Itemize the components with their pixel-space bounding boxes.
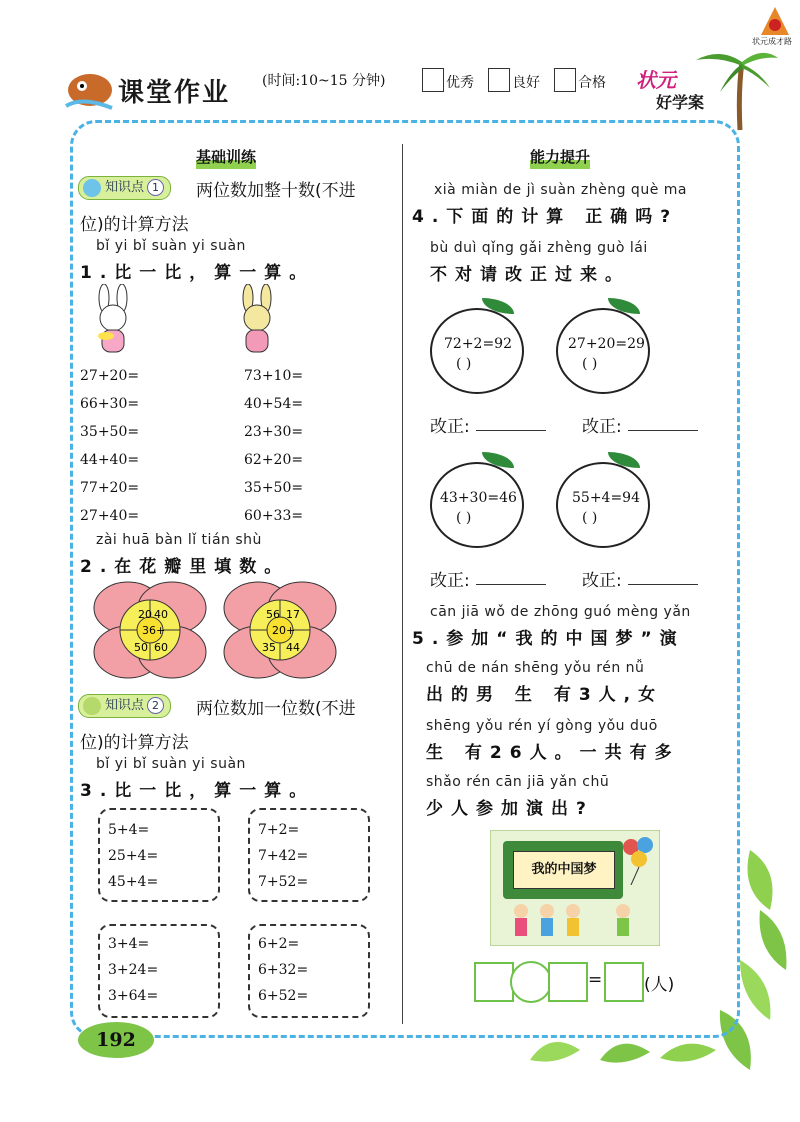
q1-expr: 66+30= <box>80 396 140 412</box>
q3-expr: 45+4= <box>108 874 159 890</box>
rating-label-pass: 合格 <box>578 75 606 91</box>
unit-label: (人) <box>644 975 675 995</box>
q4-pinyin: bù duì qǐng gǎi zhèng guò lái <box>430 240 648 256</box>
flower-2-petal: 56 <box>266 608 280 621</box>
q3-text: 3.比一比，算一算。 <box>80 781 315 801</box>
apple-judge-blank[interactable]: ( ) <box>456 356 472 372</box>
balloons-icon <box>621 835 657 885</box>
flower-2-petal: 35 <box>262 641 276 654</box>
page-number: 192 <box>78 1022 154 1058</box>
kp2-title: 两位数加一位数(不进 <box>196 699 356 719</box>
q3-expr: 6+52= <box>258 988 309 1004</box>
flowers-figure <box>90 580 350 680</box>
q1-expr: 27+20= <box>80 368 140 384</box>
q5-pinyin: chū de nán shēng yǒu rén nǚ <box>426 660 645 676</box>
apple-judge-blank[interactable]: ( ) <box>582 356 598 372</box>
q3-expr: 5+4= <box>108 822 150 838</box>
rabbit-icon <box>90 284 136 358</box>
q3-expr: 7+2= <box>258 822 300 838</box>
kp1-title-cont: 位)的计算方法 <box>80 215 189 235</box>
logo-text: 状元成才路 <box>752 37 792 46</box>
q1-expr: 73+10= <box>244 368 304 384</box>
q1-expr: 62+20= <box>244 452 304 468</box>
expr-box <box>248 924 370 1018</box>
q5-pinyin: cān jiā wǒ de zhōng guó mèng yǎn <box>430 604 691 620</box>
page-title: 课堂作业 <box>118 78 231 108</box>
q3-expr: 7+52= <box>258 874 309 890</box>
q1-expr: 40+54= <box>244 396 304 412</box>
apple-expr: 27+20=29 <box>568 336 645 352</box>
correction-blank[interactable] <box>476 584 546 585</box>
q1-expr: 60+33= <box>244 508 304 524</box>
rating-label-excellent: 优秀 <box>446 75 474 91</box>
kp2-title-cont: 位)的计算方法 <box>80 733 189 753</box>
mascot-icon <box>62 66 116 112</box>
palm-tree-icon <box>690 42 780 132</box>
bear-icon <box>83 179 101 197</box>
column-divider <box>402 144 403 1024</box>
flower-1-petal: 60 <box>154 641 168 654</box>
answer-box[interactable] <box>474 962 514 1002</box>
kp-number: 2 <box>147 697 164 714</box>
flower-2-petal: 17 <box>286 608 300 621</box>
flower-1-center: 36+ <box>142 624 166 637</box>
equals-sign: = <box>588 970 603 990</box>
q3-pinyin: bǐ yi bǐ suàn yi suàn <box>96 756 246 772</box>
operator-circle[interactable] <box>510 961 552 1003</box>
q1-expr: 27+40= <box>80 508 140 524</box>
kp-label: 知识点 <box>105 180 145 195</box>
correction-blank[interactable] <box>628 430 698 431</box>
q3-expr: 25+4= <box>108 848 159 864</box>
logo-icon <box>760 6 790 36</box>
rating-checkbox-pass[interactable] <box>554 68 576 92</box>
q3-expr: 6+2= <box>258 936 300 952</box>
q4-pinyin: xià miàn de jì suàn zhèng què ma <box>434 182 687 198</box>
expr-box <box>248 808 370 902</box>
apple <box>556 462 650 548</box>
q1-text: 1.比一比，算一算。 <box>80 263 315 283</box>
q1-expr: 23+30= <box>244 424 304 440</box>
q1-expr: 35+50= <box>80 424 140 440</box>
expr-box <box>98 924 220 1018</box>
knowledge-point-badge-1 <box>78 176 171 200</box>
stage-banner: 我的中国梦 <box>513 851 615 889</box>
section-title-basic: 基础训练 <box>196 146 256 169</box>
brand-title: 状元 <box>636 68 676 92</box>
q3-expr: 7+42= <box>258 848 309 864</box>
rating-checkbox-excellent[interactable] <box>422 68 444 92</box>
q5-text: 生 有26人。一共有多 <box>426 743 680 763</box>
expr-box <box>98 808 220 902</box>
q1-expr: 35+50= <box>244 480 304 496</box>
flower-1-petal: 40 <box>154 608 168 621</box>
kp-number: 1 <box>147 179 164 196</box>
answer-box[interactable] <box>548 962 588 1002</box>
time-label: (时间:10~15 分钟) <box>262 73 386 89</box>
q5-text: 少人参加演出? <box>426 799 594 819</box>
flower-1-petal: 20 <box>138 608 152 621</box>
result-box[interactable] <box>604 962 644 1002</box>
apple-judge-blank[interactable]: ( ) <box>582 510 598 526</box>
correction-label: 改正: <box>430 417 470 437</box>
knowledge-point-badge-2 <box>78 694 171 718</box>
q4-text: 4.下面的计算 正确吗? <box>412 207 679 227</box>
section-title-advanced: 能力提升 <box>530 146 590 169</box>
correction-blank[interactable] <box>628 584 698 585</box>
rating-checkbox-good[interactable] <box>488 68 510 92</box>
q4-text: 不对请改正过来。 <box>430 265 630 285</box>
correction-blank[interactable] <box>476 430 546 431</box>
apple-judge-blank[interactable]: ( ) <box>456 510 472 526</box>
correction-label: 改正: <box>582 571 622 591</box>
rating-label-good: 良好 <box>512 75 540 91</box>
q3-expr: 3+4= <box>108 936 150 952</box>
q2-text: 2.在花瓣里填数。 <box>80 557 290 577</box>
q3-expr: 3+24= <box>108 962 159 978</box>
q1-pinyin: bǐ yi bǐ suàn yi suàn <box>96 238 246 254</box>
q1-expr: 77+20= <box>80 480 140 496</box>
stage-illustration <box>490 830 660 946</box>
flower-2-petal: 44 <box>286 641 300 654</box>
correction-label: 改正: <box>582 417 622 437</box>
q3-expr: 6+32= <box>258 962 309 978</box>
q5-pinyin: shǎo rén cān jiā yǎn chū <box>426 774 610 790</box>
apple <box>430 308 524 394</box>
q3-expr: 3+64= <box>108 988 159 1004</box>
apple <box>430 462 524 548</box>
apple-expr: 43+30=46 <box>440 490 517 506</box>
rabbit-icon <box>234 284 280 358</box>
apple <box>556 308 650 394</box>
q5-pinyin: shēng yǒu rén yí gòng yǒu duō <box>426 718 658 734</box>
q5-text: 出的男 生 有3人,女 <box>426 685 664 705</box>
q2-pinyin: zài huā bàn lǐ tián shù <box>96 532 262 548</box>
apple-expr: 55+4=94 <box>572 490 640 506</box>
kp-label: 知识点 <box>105 698 145 713</box>
children-icon <box>501 901 651 941</box>
kp1-title: 两位数加整十数(不进 <box>196 181 356 201</box>
q1-expr: 44+40= <box>80 452 140 468</box>
q5-text: 5.参加“我的中国梦”演 <box>412 629 685 649</box>
brand-subtitle: 好学案 <box>656 93 705 112</box>
flower-2-center: 20+ <box>272 624 296 637</box>
bear-icon <box>83 697 101 715</box>
apple-expr: 72+2=92 <box>444 336 512 352</box>
flower-1-petal: 50 <box>134 641 148 654</box>
correction-label: 改正: <box>430 571 470 591</box>
